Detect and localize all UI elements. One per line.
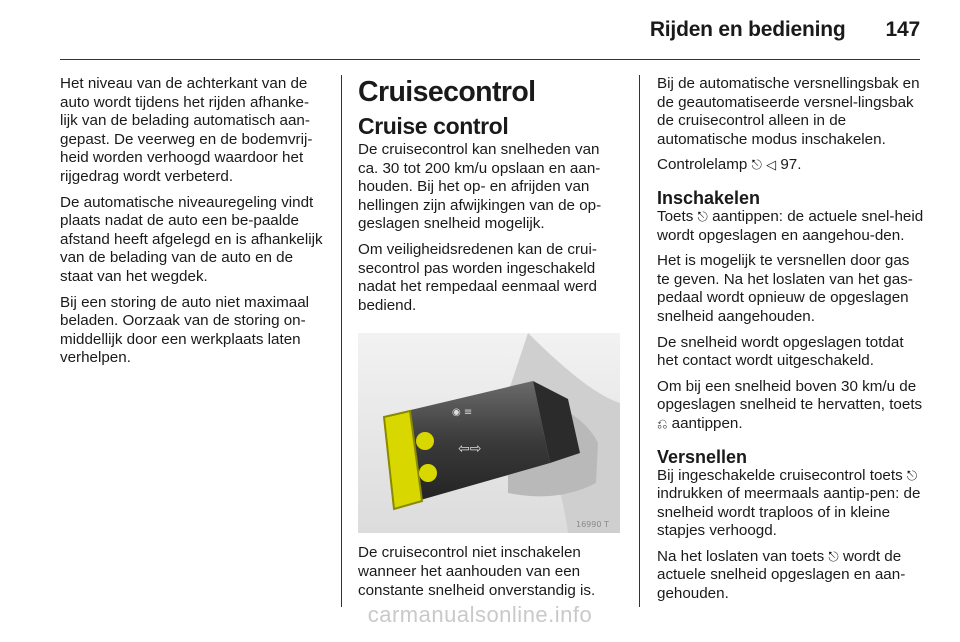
paragraph: Om bij een snelheid boven 30 km/u de opgeslagen snelheid te hervatten, toets ⎌ aantippen. [657,377,923,432]
column-divider-1 [341,75,342,607]
cruise-set-icon: ⎋ [697,208,708,224]
column-3 [657,75,925,611]
heading-versnellen: Versnellen [657,446,748,467]
column-divider-2 [639,75,640,607]
subsection-title: Cruise control [358,113,509,139]
paragraph: Toets ⎋ aantippen: de actuele snel-heid wordt opgeslagen en aangehou-den. [657,207,924,244]
heading-inschakelen: Inschakelen [657,187,761,208]
paragraph: De snelheid wordt opgeslagen totdat het contact wordt uitgeschakeld. [657,333,904,370]
header-title: Rijden en bediening [649,18,846,41]
paragraph: Om veiligheidsredenen kan de crui-secontrol pas worden ingeschakeld nadat het rempedaal eenmaal werd bediend. [358,240,597,314]
svg-text:◉ ≡: ◉ ≡ [452,407,473,419]
paragraph: Bij ingeschakelde cruisecontrol toets ⎋ indrukken of meermaals aantip-pen: de snelheid wordt traploos of in kleine stapjes verhoogd. [657,466,921,540]
paragraph: Na het loslaten van toets ⎋ wordt de actuele snelheid opgeslagen en aan-gehouden. [657,547,906,603]
paragraph: De automatische niveauregeling vindt plaats nadat de auto een be-paalde afstand heeft afgelegd en is afhankelijk van de belading van de auto en de staat van het wegdek. [60,193,323,285]
page-number: 147 [885,18,920,41]
cruise-set-icon [416,432,434,450]
cruise-set-icon: ⎋ [828,548,839,564]
cruise-set-icon: ⎋ [906,467,918,483]
paragraph: Bij een storing de auto niet maximaal beladen. Oorzaak van de storing on-middellijk door een werkplaats laten verhelpen. [60,293,310,367]
page-ref-icon: ◁ [766,157,777,173]
header-rule [60,59,920,60]
figure-code: 16990 T [576,520,609,530]
cruise-resume-icon: ⎌ [657,415,668,431]
page-header [650,18,920,42]
paragraph: De cruisecontrol niet inschakelen wanneer het aanhouden van een constante snelheid onverstandig is. [358,544,596,599]
paragraph: Het niveau van de achterkant van de auto wordt tijdens het rijden afhanke-lijk van de belading automatisch aan-gepast. De veerweg en de bodemvrij-heid worden verhoogd waardoor het rijgedrag wordt verbeterd. [60,75,313,185]
cruise-set-icon: ⎋ [751,157,762,173]
paragraph: Het is mogelijk te versnellen door gas te geven. Na het loslaten van het gas-pedaal wordt opnieuw de opgeslagen snelheid aangehouden. [657,252,913,325]
paragraph: Bij de automatische versnellingsbak en de geautomatiseerde versnel-lingsbak de cruisecontrol alleen in de automatische modus inschakelen. [657,75,920,148]
watermark: carmanualsonline.info [367,602,593,627]
cruise-resume-icon [419,464,437,482]
section-title: Cruisecontrol [358,76,536,108]
column-2 [358,75,618,607]
svg-text:⇦⇨: ⇦⇨ [458,441,482,458]
column-1 [60,75,325,375]
paragraph: Controlelamp ⎋ ◁ 97. [657,156,802,174]
cruise-lever-figure [358,333,620,533]
paragraph: De cruisecontrol kan snelheden van ca. 30 tot 200 km/u opslaan en aan-houden. Bij het op- en afrijden van hellingen zijn afwijkingen van de op-geslagen snelheid mogelijk. [358,141,602,233]
cruise-lever-illustration [358,333,620,533]
